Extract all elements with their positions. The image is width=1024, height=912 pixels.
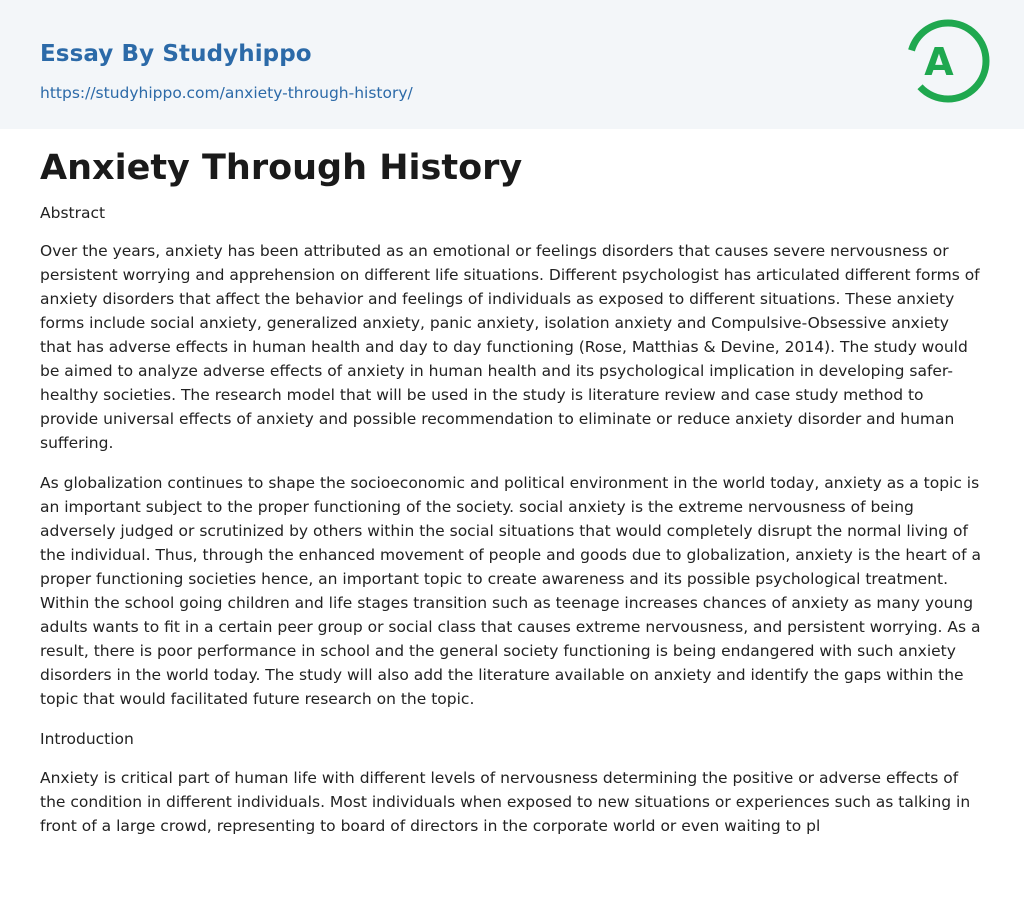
introduction-paragraph-1: Anxiety is critical part of human life with different levels of nervousness determining the positive or adverse effects of the condition in different individuals. Most individuals when exposed to new situations or experiences such as talking in front of a large crowd, representing to board of directors in the corporate world or even waiting to pl	[40, 769, 971, 835]
abstract-paragraph-2: As globalization continues to shape the socioeconomic and political environment in the world today, anxiety as a topic is an important subject to the proper functioning of the society. social anxiety is the extreme nervousness of being adversely judged or scrutinized by others within the social situations that would completely disrupt the normal living of the individual. Thus, through the enhanced movement of people and goods due to globalization, anxiety is the heart of a proper functioning societies hence, an important topic to create awareness and its possible psychological treatment. Within the school going children and life stages transition such as teenage increases chances of anxiety as many young adults wants to fit in a certain peer group or social class that causes extreme nervousness, and persistent worrying. As a result, there is poor performance in school and the general society functioning is being endangered with such anxiety disorders in the world today. The study will also add the literature available on anxiety and identify the gaps within the topic that would facilitated future research on the topic.	[40, 474, 981, 708]
brand-title: Essay By Studyhippo	[40, 41, 312, 67]
studyhippo-logo-icon[interactable]	[905, 18, 991, 104]
source-url-link[interactable]: https://studyhippo.com/anxiety-through-history/	[40, 84, 413, 102]
page-title: Anxiety Through History	[40, 148, 523, 188]
site-header	[0, 0, 1024, 129]
introduction-heading: Introduction	[40, 730, 134, 748]
logo-letter: A	[924, 40, 954, 84]
abstract-heading: Abstract	[40, 204, 106, 222]
abstract-paragraph-1: Over the years, anxiety has been attributed as an emotional or feelings disorders that causes severe nervousness or persistent worrying and apprehension on different life situations. Different psychologist has articulated different forms of anxiety disorders that affect the behavior and feelings of individuals as exposed to different situations. These anxiety forms include social anxiety, generalized anxiety, panic anxiety, isolation anxiety and Compulsive-Obsessive anxiety that has adverse effects in human health and day to day functioning (Rose, Matthias & Devine, 2014). The study would be aimed to analyze adverse effects of anxiety in human health and its psychological implication in developing safer-healthy societies. The research model that will be used in the study is literature review and case study method to provide universal effects of anxiety and possible recommendation to eliminate or reduce anxiety disorder and human suffering.	[40, 242, 980, 452]
article-body	[0, 129, 1024, 838]
